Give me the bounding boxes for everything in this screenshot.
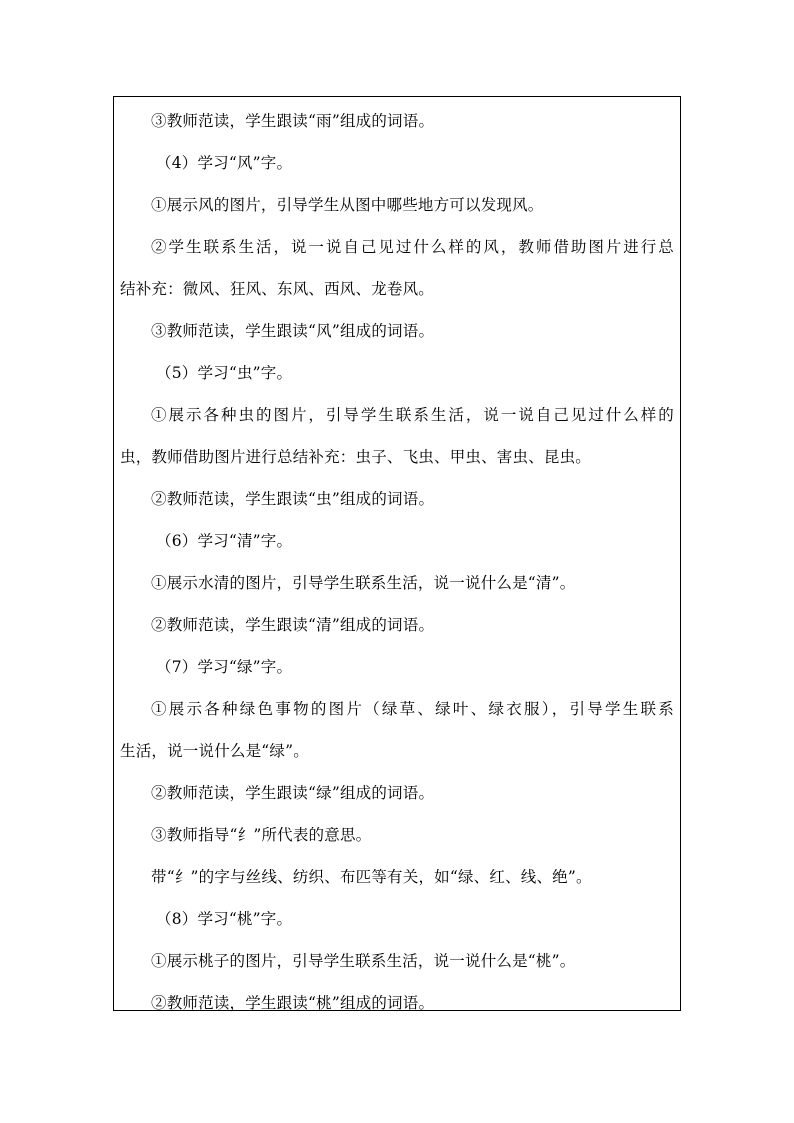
paragraph-line: ③教师范读，学生跟读“风”组成的词语。	[151, 322, 435, 340]
paragraph-line: ①展示各种绿色事物的图片（绿草、绿叶、绿衣服），引导学生联系	[151, 700, 674, 718]
paragraph-line: 生活，说一说什么是“绿”。	[120, 742, 309, 760]
section-heading: （5）学习“虫”字。	[156, 364, 293, 382]
section-heading: （4）学习“风”字。	[156, 154, 293, 172]
paragraph-line: ②教师范读，学生跟读“桃”组成的词语。	[151, 994, 435, 1012]
paragraph-line: 带“纟”的字与丝线、纺织、布匹等有关，如“绿、红、线、绝”。	[151, 868, 592, 886]
lesson-plan-table-cell	[113, 96, 681, 1011]
paragraph-line: ②教师范读，学生跟读“清”组成的词语。	[151, 616, 435, 634]
paragraph-line: ①展示水清的图片，引导学生联系生活，说一说什么是“清”。	[151, 574, 576, 592]
section-heading: （7）学习“绿”字。	[156, 658, 293, 676]
paragraph-line: 虫，教师借助图片进行总结补充：虫子、飞虫、甲虫、害虫、昆虫。	[120, 448, 592, 466]
paragraph-line: ③教师指导“纟”所代表的意思。	[151, 826, 372, 844]
paragraph-line: ①展示风的图片，引导学生从图中哪些地方可以发现风。	[151, 196, 544, 214]
paragraph-line: ③教师范读，学生跟读“雨”组成的词语。	[151, 112, 435, 130]
section-heading: （8）学习“桃”字。	[156, 910, 293, 928]
section-heading: （6）学习“清”字。	[156, 532, 293, 550]
paragraph-line: 结补充：微风、狂风、东风、西风、龙卷风。	[120, 280, 435, 298]
paragraph-line: ②学生联系生活，说一说自己见过什么样的风，教师借助图片进行总	[151, 238, 674, 256]
paragraph-line: ②教师范读，学生跟读“虫”组成的词语。	[151, 490, 435, 508]
paragraph-line: ①展示各种虫的图片，引导学生联系生活，说一说自己见过什么样的	[151, 406, 674, 424]
paragraph-line: ②教师范读，学生跟读“绿”组成的词语。	[151, 784, 435, 802]
paragraph-line: ①展示桃子的图片，引导学生联系生活，说一说什么是“桃”。	[151, 952, 576, 970]
